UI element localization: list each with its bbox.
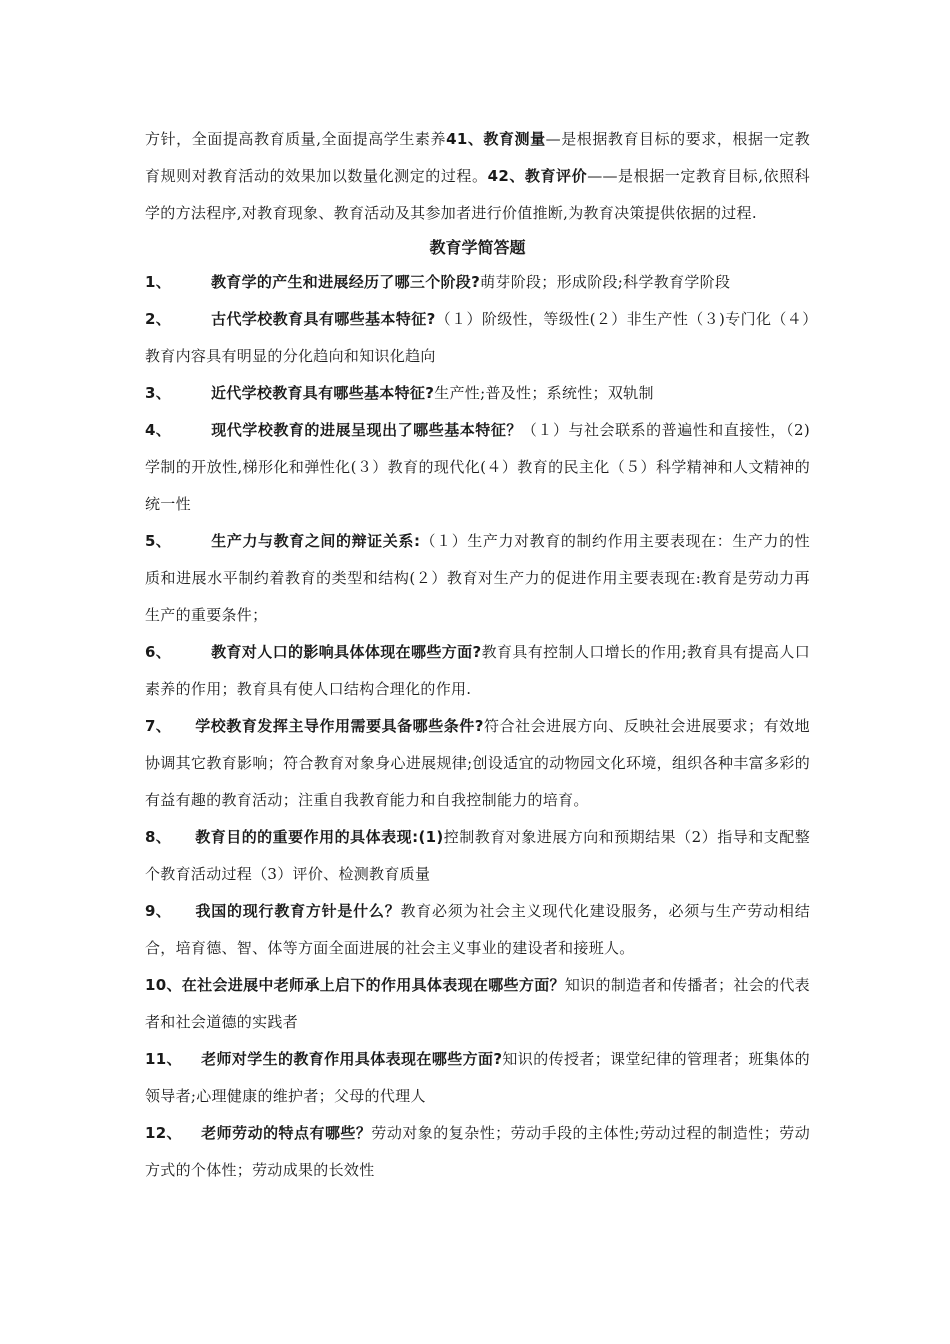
item-number: 6、: [145, 643, 172, 661]
intro-text-1: 方针，全面提高教育质量,全面提高学生素养: [145, 130, 447, 148]
item-question: 在社会进展中老师承上启下的作用具体表现在哪些方面？: [181, 976, 565, 994]
item-number: 4、: [145, 421, 172, 439]
item-number: 11、: [145, 1050, 182, 1068]
qa-item-10: [145, 967, 810, 1041]
item-question: 我国的现行教育方针是什么？: [195, 902, 401, 920]
section-title: 教育学简答题: [429, 238, 526, 257]
qa-item-6: [145, 634, 810, 708]
qa-item-3: [145, 375, 810, 412]
intro-text-3: ——是根据一定教育目标,依照科学的方法程序,对教育现象、教育活动及其参加者进行价值推断,为教育决策提供依据的过程.: [145, 167, 810, 222]
item-number: 12、: [145, 1124, 182, 1142]
document-body: [145, 121, 810, 1189]
intro-paragraph: [145, 121, 810, 232]
item-number: 2、: [145, 310, 172, 328]
term-41: 41、教育测量: [446, 130, 546, 148]
item-question: 老师劳动的特点有哪些？: [201, 1124, 372, 1142]
item-number: 7、: [145, 717, 172, 735]
item-answer: 知识的制造者和传播者；社会的代表者和社会道德的实践者: [145, 976, 810, 1031]
item-answer: 生产性;普及性；系统性；双轨制: [434, 384, 654, 402]
intro-text-2: —是根据教育目标的要求，根据一定教育规则对教育活动的效果加以数量化测定的过程。: [145, 130, 810, 185]
qa-item-11: [145, 1041, 810, 1115]
qa-item-12: [145, 1115, 810, 1189]
item-question: 教育对人口的影响具体体现在哪些方面?: [211, 643, 482, 661]
item-question: 教育学的产生和进展经历了哪三个阶段?: [211, 273, 481, 291]
qa-item-7: [145, 708, 810, 819]
item-number: 1、: [145, 273, 172, 291]
item-answer: 教育必须为社会主义现代化建设服务，必须与生产劳动相结合，培育德、智、体等方面全面进展的社会主义事业的建设者和接班人。: [145, 902, 810, 957]
item-answer: 知识的传授者；课堂纪律的管理者；班集体的领导者;心理健康的维护者；父母的代理人: [145, 1050, 810, 1105]
qa-item-8: [145, 819, 810, 893]
item-question: 生产力与教育之间的辩证关系:: [211, 532, 421, 550]
item-question: 古代学校教育具有哪些基本特征?: [211, 310, 436, 328]
item-answer: 控制教育对象进展方向和预期结果（2）指导和支配整个教育活动过程（3）评价、检测教育质量: [145, 828, 810, 883]
qa-item-1: [145, 264, 810, 301]
item-answer: 萌芽阶段；形成阶段;科学教育学阶段: [480, 273, 731, 291]
item-answer: （１）阶级性，等级性(２）非生产性（３)专门化（４）教育内容具有明显的分化趋向和知识化趋向: [145, 310, 810, 365]
item-number: 3、: [145, 384, 172, 402]
qa-item-4: [145, 412, 810, 523]
qa-item-5: [145, 523, 810, 634]
qa-item-9: [145, 893, 810, 967]
item-question: 近代学校教育具有哪些基本特征?: [211, 384, 435, 402]
item-number: 10、: [145, 976, 182, 994]
item-question: 现代学校教育的进展呈现出了哪些基本特征？: [211, 421, 522, 439]
term-42: 42、教育评价: [487, 167, 588, 185]
qa-item-2: [145, 301, 810, 375]
item-answer: （１）与社会联系的普遍性和直接性，（2)学制的开放性,梯形化和弹性化(３）教育的现代化(４）教育的民主化（５）科学精神和人文精神的统一性: [145, 421, 810, 513]
item-answer: 教育具有控制人口增长的作用;教育具有提高人口素养的作用；教育具有使人口结构合理化的作用.: [145, 643, 810, 698]
item-question: 学校教育发挥主导作用需要具备哪些条件?: [195, 717, 484, 735]
item-number: 9、: [145, 902, 172, 920]
item-number: 8、: [145, 828, 172, 846]
item-question: 教育目的的重要作用的具体表现:(1): [195, 828, 444, 846]
item-answer: （１）生产力对教育的制约作用主要表现在：生产力的性质和进展水平制约着教育的类型和结构(２）教育对生产力的促进作用主要表现在:教育是劳动力再生产的重要条件；: [145, 532, 810, 624]
item-number: 5、: [145, 532, 172, 550]
item-answer: 劳动对象的复杂性；劳动手段的主体性;劳动过程的制造性；劳动方式的个体性；劳动成果的长效性: [145, 1124, 810, 1179]
item-answer: 符合社会进展方向、反映社会进展要求；有效地协调其它教育影响；符合教育对象身心进展规律;创设适宜的动物园文化环境，组织各种丰富多彩的有益有趣的教育活动；注重自我教育能力和自我控制能力的培育。: [145, 717, 810, 809]
item-question: 老师对学生的教育作用具体表现在哪些方面?: [201, 1050, 503, 1068]
